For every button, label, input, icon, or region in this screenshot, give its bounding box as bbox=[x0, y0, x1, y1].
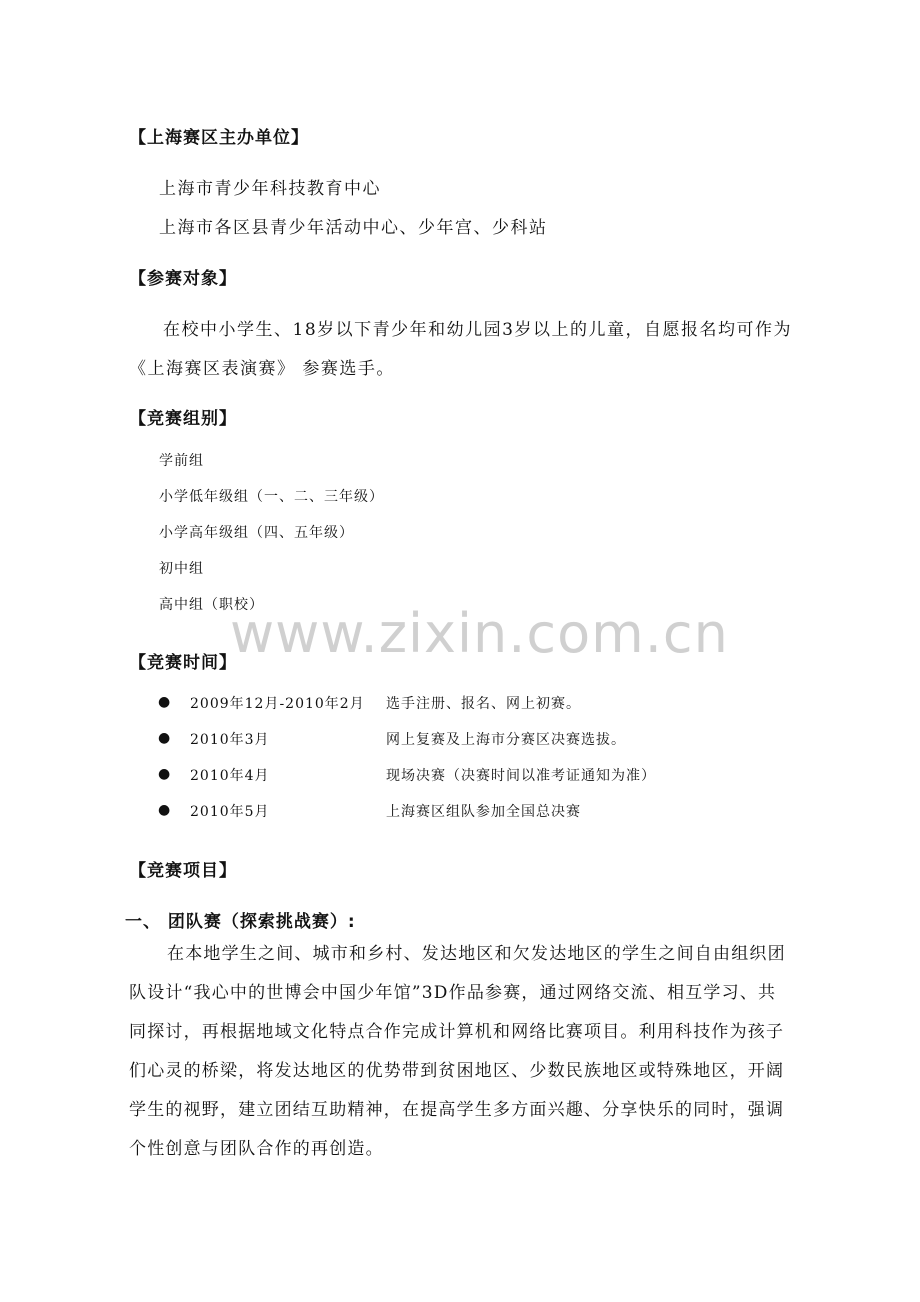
participants-line: 《上海赛区表演赛》 参赛选手。 bbox=[129, 359, 395, 379]
schedule-date: 2010年4月 bbox=[190, 768, 270, 784]
bullet-icon: ● bbox=[158, 766, 171, 782]
group-item: 学前组 bbox=[159, 453, 204, 469]
group-item: 小学低年级组（一、二、三年级） bbox=[159, 489, 384, 505]
bullet-icon: ● bbox=[158, 694, 171, 710]
schedule-event: 选手注册、报名、网上初赛。 bbox=[386, 696, 581, 712]
schedule-event: 网上复赛及上海市分赛区决赛选拔。 bbox=[386, 732, 626, 748]
schedule-date: 2010年3月 bbox=[190, 732, 270, 748]
paragraph-line: 们心灵的桥梁，将发达地区的优势带到贫困地区、少数民族地区或特殊地区，开阔 bbox=[129, 1061, 785, 1081]
bullet-icon: ● bbox=[158, 802, 171, 818]
organizer-line: 上海市青少年科技教育中心 bbox=[159, 179, 381, 199]
group-item: 小学高年级组（四、五年级） bbox=[159, 525, 354, 541]
group-item: 高中组（职校） bbox=[159, 597, 264, 613]
bullet-icon: ● bbox=[158, 730, 171, 746]
schedule-event: 现场决赛（决赛时间以准考证通知为准） bbox=[386, 768, 656, 784]
paragraph-line: 同探讨，再根据地域文化特点合作完成计算机和网络比赛项目。利用科技作为孩子 bbox=[129, 1022, 785, 1042]
team-contest-heading: 一、 团队赛（探索挑战赛）: bbox=[125, 912, 356, 932]
paragraph-line: 个性创意与团队合作的再创造。 bbox=[129, 1139, 384, 1159]
schedule-heading: 【竞赛时间】 bbox=[129, 653, 237, 673]
participants-line: 在校中小学生、18岁以下青少年和幼儿园3岁以上的儿童，自愿报名均可作为 bbox=[163, 320, 792, 340]
organizer-heading: 【上海赛区主办单位】 bbox=[129, 128, 309, 148]
watermark: www.zixin.com.cn bbox=[230, 602, 729, 665]
paragraph-line: 学生的视野，建立团结互助精神，在提高学生多方面兴趣、分享快乐的同时，强调 bbox=[129, 1100, 785, 1120]
schedule-date: 2010年5月 bbox=[190, 804, 270, 820]
paragraph-line: 队设计“我心中的世博会中国少年馆”3D作品参赛，通过网络交流、相互学习、共 bbox=[129, 983, 777, 1003]
groups-heading: 【竞赛组别】 bbox=[129, 409, 237, 429]
participants-heading: 【参赛对象】 bbox=[129, 269, 237, 289]
projects-heading: 【竞赛项目】 bbox=[129, 861, 237, 881]
organizer-line: 上海市各区县青少年活动中心、少年宫、少科站 bbox=[159, 218, 548, 238]
group-item: 初中组 bbox=[159, 561, 204, 577]
paragraph-line: 在本地学生之间、城市和乡村、发达地区和欠发达地区的学生之间自由组织团 bbox=[167, 944, 786, 964]
schedule-date: 2009年12月-2010年2月 bbox=[190, 696, 365, 712]
schedule-event: 上海赛区组队参加全国总决赛 bbox=[386, 804, 581, 820]
